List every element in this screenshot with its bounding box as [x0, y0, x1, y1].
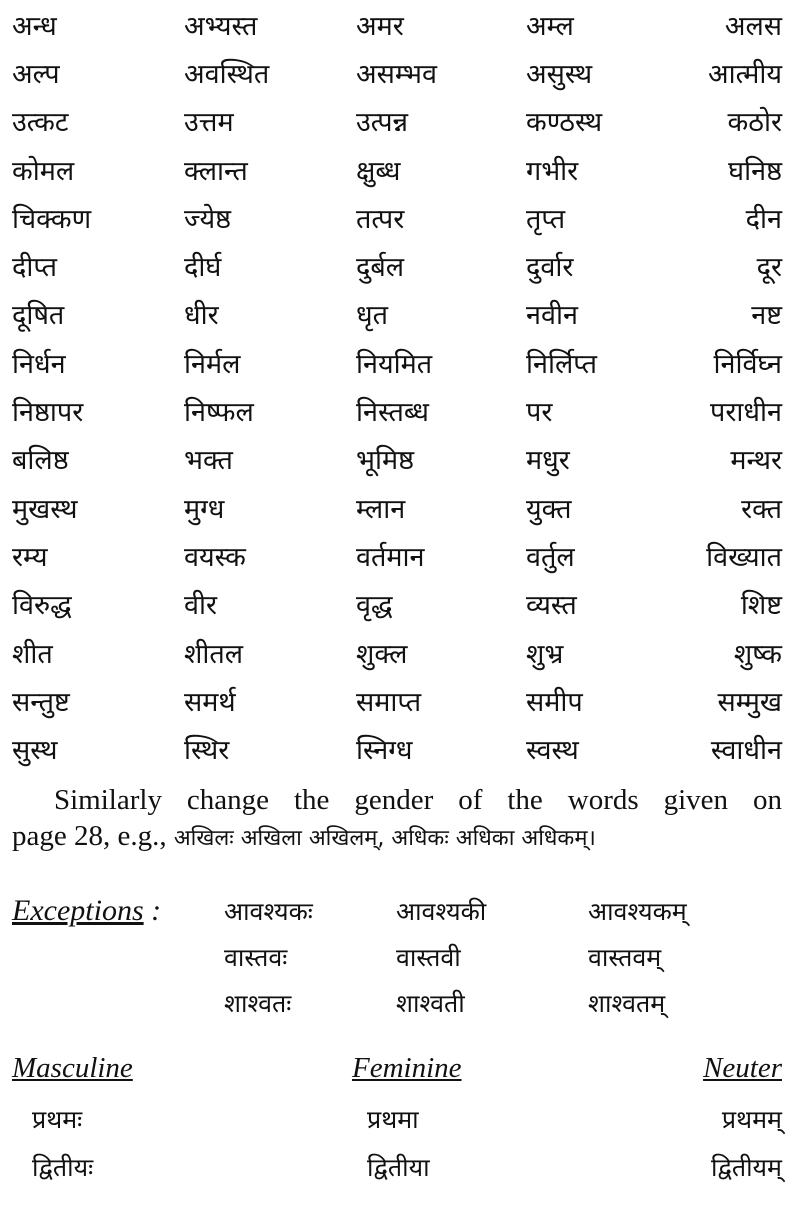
word: ज्येष्ठ [184, 203, 232, 235]
word: निर्मल [184, 348, 241, 380]
feminine-form: द्वितीया [367, 1153, 430, 1182]
word: कोमल [12, 155, 75, 187]
exception-masculine: शाश्वतः [224, 989, 292, 1018]
exception-row [12, 980, 782, 1024]
word: निर्धन [12, 348, 66, 380]
word: रक्त [741, 493, 782, 525]
word: दीप्त [12, 252, 58, 284]
word: निष्ठापर [12, 397, 84, 429]
word: अलस [724, 10, 782, 42]
word: मुखस्थ [12, 493, 78, 525]
word: नवीन [526, 300, 578, 332]
word: सम्मुख [717, 686, 782, 718]
word-row [12, 726, 782, 774]
word: क्षुब्ध [356, 155, 401, 187]
word: समर्थ [184, 686, 236, 718]
word-row [12, 437, 782, 485]
word-row [12, 388, 782, 436]
word: रम्य [12, 541, 48, 573]
word: धीर [184, 300, 219, 332]
header-neuter: Neuter [703, 1052, 782, 1084]
paragraph-line-1: Similarly change the gender of the words given on [54, 784, 782, 816]
word-row [12, 243, 782, 291]
word: निर्लिप्त [526, 348, 597, 380]
word: आत्मीय [708, 58, 782, 90]
word: नष्ट [751, 300, 782, 332]
header-masculine: Masculine [12, 1052, 133, 1084]
neuter-form: प्रथमम् [721, 1105, 782, 1134]
word: सन्तुष्ट [12, 686, 70, 718]
word: शीतल [184, 638, 244, 670]
neuter-form: द्वितीयम् [710, 1153, 782, 1182]
exceptions-label-text: Exceptions [12, 894, 144, 927]
word: युक्त [526, 493, 572, 525]
exception-neuter: वास्तवम् [588, 943, 662, 972]
word: शुभ्र [526, 638, 564, 670]
word: कठोर [727, 107, 782, 139]
word-row [12, 147, 782, 195]
gender-table-row [12, 1092, 782, 1140]
word: उत्तम [184, 107, 234, 139]
word: निर्विघ्न [713, 348, 782, 380]
word: निस्तब्ध [356, 397, 429, 429]
word: धृत [356, 300, 388, 332]
word: दीर्घ [184, 252, 222, 284]
word: दूर [756, 252, 782, 284]
word: तत्पर [356, 203, 405, 235]
exceptions-label-colon: : [143, 894, 162, 927]
word: स्वस्थ [526, 735, 579, 767]
exception-neuter: शाश्वतम् [588, 989, 666, 1018]
word: विरुद्ध [12, 590, 72, 622]
word: घनिष्ठ [728, 155, 782, 187]
word-row [12, 340, 782, 388]
feminine-form: प्रथमा [367, 1105, 419, 1134]
word-row [12, 582, 782, 630]
word: नियमित [356, 348, 433, 380]
header-feminine: Feminine [352, 1052, 462, 1084]
exception-masculine: वास्तवः [224, 943, 288, 972]
exception-masculine: आवश्यकः [224, 897, 313, 926]
word: वर्तमान [356, 541, 425, 573]
masculine-form: द्वितीयः [32, 1153, 94, 1182]
word: तृप्त [526, 203, 566, 235]
word-row [12, 678, 782, 726]
word: दूषित [12, 300, 65, 332]
word-row [12, 50, 782, 98]
word: मुग्ध [184, 493, 225, 525]
masculine-form: प्रथमः [32, 1105, 83, 1134]
word-row [12, 99, 782, 147]
word: स्निग्ध [356, 735, 413, 767]
word: उत्पन्न [356, 107, 409, 139]
word: भक्त [184, 445, 233, 477]
exception-neuter: आवश्यकम् [588, 897, 687, 926]
word: वयस्क [184, 541, 246, 573]
word: दीन [745, 203, 782, 235]
word: शिष्ट [740, 590, 782, 622]
paragraph-examples: अखिलः अखिला अखिलम्, अधिकः अधिका अधिकम्। [173, 826, 596, 851]
gender-table-header [12, 1052, 782, 1092]
word: सुस्थ [12, 735, 58, 767]
instruction-paragraph [12, 782, 782, 857]
word-row [12, 533, 782, 581]
word: अम्ल [526, 10, 574, 42]
word: अमर [356, 10, 404, 42]
word: कण्ठस्थ [526, 107, 603, 139]
word: वर्तुल [526, 541, 575, 573]
paragraph-page-reference: page 28, e.g., [12, 820, 174, 852]
word: शीत [12, 638, 53, 670]
word-row [12, 195, 782, 243]
word-row [12, 485, 782, 533]
word: मधुर [526, 445, 570, 477]
word: अवस्थित [184, 58, 270, 90]
word: क्लान्त [184, 155, 248, 187]
word: उत्कट [12, 107, 69, 139]
word: बलिष्ठ [12, 445, 69, 477]
word: विख्यात [706, 541, 782, 573]
exception-feminine: आवश्यकी [396, 897, 487, 926]
exception-row [12, 888, 782, 932]
word-row [12, 630, 782, 678]
adjective-word-grid [12, 2, 782, 775]
word: अल्प [12, 58, 60, 90]
word: वीर [184, 590, 218, 622]
exception-feminine: वास्तवी [396, 943, 461, 972]
word: पर [526, 397, 553, 429]
word: शुष्क [733, 638, 782, 670]
word: शुक्ल [356, 638, 408, 670]
word: दुर्वार [526, 252, 574, 284]
word: म्लान [356, 493, 406, 525]
word: स्वाधीन [710, 735, 782, 767]
word: मन्थर [730, 445, 782, 477]
gender-table [12, 1052, 782, 1188]
exception-row [12, 934, 782, 978]
word: स्थिर [184, 735, 230, 767]
word: अभ्यस्त [184, 10, 258, 42]
word: व्यस्त [526, 590, 577, 622]
word: समाप्त [356, 686, 422, 718]
word: गभीर [526, 155, 579, 187]
word-row [12, 292, 782, 340]
word: असुस्थ [526, 58, 593, 90]
exception-feminine: शाश्वती [396, 989, 465, 1018]
word: चिक्कण [12, 203, 92, 235]
word: निष्फल [184, 397, 254, 429]
word: दुर्बल [356, 252, 405, 284]
gender-table-row [12, 1140, 782, 1188]
word: समीप [526, 686, 583, 718]
word: असम्भव [356, 58, 437, 90]
word: भूमिष्ठ [356, 445, 415, 477]
word: वृद्ध [356, 590, 393, 622]
paragraph-line-2 [12, 818, 782, 857]
word: अन्ध [12, 10, 57, 42]
word-row [12, 2, 782, 50]
word: पराधीन [710, 397, 782, 429]
